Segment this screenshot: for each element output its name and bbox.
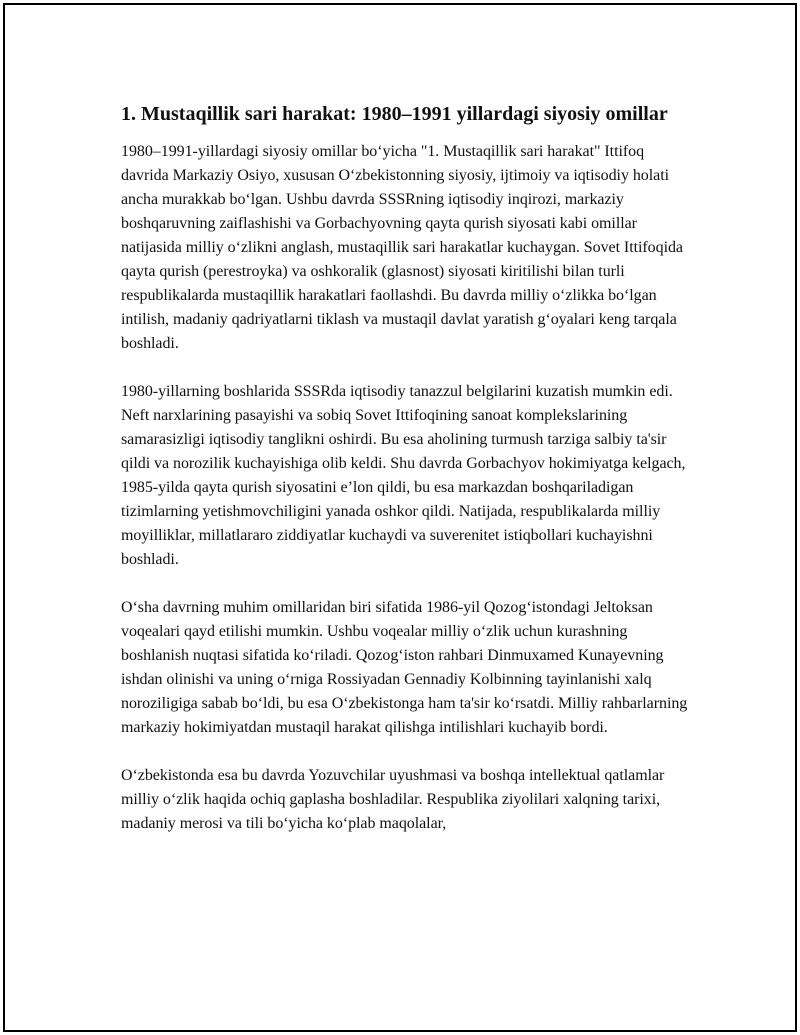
document-body <box>121 100 691 860</box>
page-frame <box>3 3 797 1032</box>
paragraph: 1980-yillarning boshlarida SSSRda iqtisodiy tanazzul belgilarini kuzatish mumkin edi. Neft narxlarining pasayishi va sobiq Sovet Ittifoqining sanoat komplekslarining samarasizligi iqtisodiy tanglikni oshirdi. Bu esa aholining turmush tarziga salbiy ta'sir qildi va norozilik kuchayishiga olib keldi. Shu davrda Gorbachyov hokimiyatga kelgach, 1985-yilda qayta qurish siyosatini e’lon qildi, bu esa markazdan boshqariladigan tizimlarning yetishmovchiligini yanada oshkor qildi. Natijada, respublikalarda milliy moyilliklar, millatlararo ziddiyatlar kuchaydi va suverenitet istiqbollari kuchayishni boshladi. <box>121 383 686 568</box>
paragraph: O‘sha davrning muhim omillaridan biri sifatida 1986-yil Qozog‘istondagi Jeltoksan voqealari qayd etilishi mumkin. Ushbu voqealar milliy o‘zlik uchun kurashning boshlanish nuqtasi sifatida ko‘riladi. Qozog‘iston rahbari Dinmuxamed Kunayevning ishdan olinishi va uning o‘rniga Rossiyadan Gennadiy Kolbinning tayinlanishi xalq noroziligiga sabab bo‘ldi, bu esa O‘zbekistonga ham ta'sir ko‘rsatdi. Milliy rahbarlarning markaziy hokimiyatdan mustaqil harakat qilishga intilishlari kuchayib bordi. <box>121 599 688 736</box>
paragraph: 1980–1991-yillardagi siyosiy omillar bo‘yicha "1. Mustaqillik sari harakat" Ittifoq davrida Markaziy Osiyo, xususan O‘zbekistonning siyosiy, ijtimoiy va iqtisodiy holati ancha murakkab bo‘lgan. Ushbu davrda SSSRning iqtisodiy inqirozi, markaziy boshqaruvning zaiflashishi va Gorbachyovning qayta qurish siyosati kabi omillar natijasida milliy o‘zlikni anglash, mustaqillik sari harakatlar kuchaygan. Sovet Ittifoqida qayta qurish (perestroyka) va oshkoralik (glasnost) siyosati kiritilishi bilan turli respublikalarda mustaqillik harakatlari faollashdi. Bu davrda milliy o‘zlikka bo‘lgan intilish, madaniy qadriyatlarni tiklash va mustaqil davlat yaratish g‘oyalari keng tarqala boshladi. <box>121 143 683 352</box>
document-heading: 1. Mustaqillik sari harakat: 1980–1991 yillardagi siyosiy omillar <box>121 103 668 125</box>
paragraph: O‘zbekistonda esa bu davrda Yozuvchilar uyushmasi va boshqa intellektual qatlamlar milliy o‘zlik haqida ochiq gaplasha boshladilar. Respublika ziyolilari xalqning tarixi, madaniy merosi va tili bo‘yicha ko‘plab maqolalar, <box>121 767 665 832</box>
